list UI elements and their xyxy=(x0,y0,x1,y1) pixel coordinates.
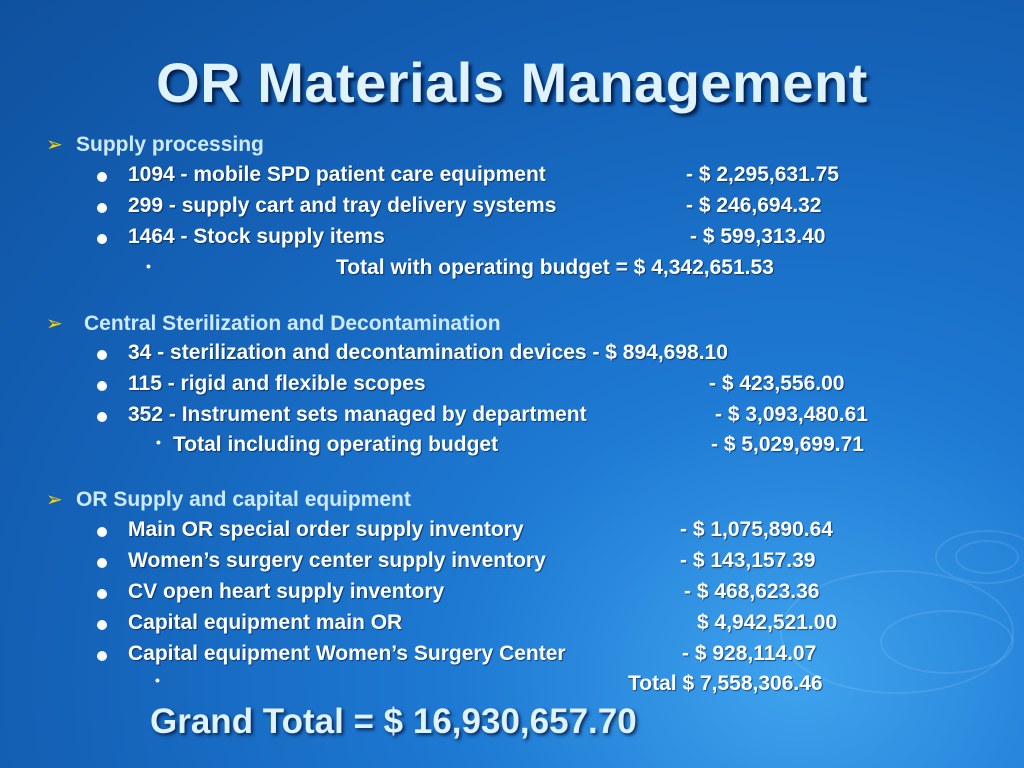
item-amount: $ 4,942,521.00 xyxy=(697,611,838,634)
item-description: 115 - rigid and flexible scopes xyxy=(128,372,426,395)
bullet-icon xyxy=(97,234,107,244)
ripple-decoration xyxy=(880,610,1014,674)
item-description: 1464 - Stock supply items xyxy=(128,225,385,248)
arrow-bullet-icon: ➢ xyxy=(46,489,63,511)
bullet-icon xyxy=(97,558,107,568)
total-label: Total including operating budget xyxy=(173,433,499,456)
bullet-icon xyxy=(97,203,107,213)
bullet-icon xyxy=(97,412,107,422)
item-description: 1094 - mobile SPD patient care equipment xyxy=(128,163,546,186)
item-amount: - $ 3,093,480.61 xyxy=(715,403,868,426)
ripple-decoration xyxy=(935,530,1024,584)
item-description: Main OR special order supply inventory xyxy=(128,518,524,541)
total-label: Total $ 7,558,306.46 xyxy=(628,672,823,695)
total-label: Total with operating budget = $ 4,342,651.53 xyxy=(336,256,774,279)
item-amount: - $ 468,623.36 xyxy=(684,580,820,603)
section-heading-central-sterilization: ➢ Central Sterilization and Decontamination xyxy=(46,312,501,335)
section-heading-supply-processing: ➢ Supply processing xyxy=(46,133,264,156)
section-heading-or-supply-capital: ➢ OR Supply and capital equipment xyxy=(46,488,411,511)
bullet-icon xyxy=(97,589,107,599)
grand-total: Grand Total = $ 16,930,657.70 xyxy=(150,702,637,741)
item-description: 34 - sterilization and decontamination devices - $ 894,698.10 xyxy=(128,341,728,364)
slide-title: OR Materials Management xyxy=(156,51,868,114)
item-amount: - $ 928,114.07 xyxy=(682,642,817,665)
item-amount: - $ 1,075,890.64 xyxy=(680,518,833,541)
item-amount: - $ 599,313.40 xyxy=(690,225,826,248)
arrow-bullet-icon: ➢ xyxy=(46,134,63,156)
bullet-icon xyxy=(97,172,107,182)
item-amount: - $ 246,694.32 xyxy=(686,194,822,217)
item-description: CV open heart supply inventory xyxy=(128,580,445,603)
item-amount: - $ 143,157.39 xyxy=(680,549,816,572)
ripple-decoration xyxy=(955,540,1019,574)
sub-bullet-icon: • xyxy=(156,434,161,450)
bullet-icon xyxy=(97,620,107,630)
sub-bullet-icon: • xyxy=(155,672,160,688)
bullet-icon xyxy=(97,651,107,661)
bullet-icon xyxy=(97,350,107,360)
item-description: 299 - supply cart and tray delivery systems xyxy=(128,194,557,217)
item-description: Capital equipment Women’s Surgery Center xyxy=(128,642,566,665)
sub-bullet-icon: • xyxy=(146,258,151,274)
item-description: Women’s surgery center supply inventory xyxy=(128,549,546,572)
item-amount: - $ 2,295,631.75 xyxy=(686,163,839,186)
item-amount: - $ 423,556.00 xyxy=(709,372,845,395)
item-description: Capital equipment main OR xyxy=(128,611,403,634)
total-amount: - $ 5,029,699.71 xyxy=(711,433,864,456)
arrow-bullet-icon: ➢ xyxy=(46,313,63,335)
item-description: 352 - Instrument sets managed by department xyxy=(128,403,587,426)
bullet-icon xyxy=(97,381,107,391)
bullet-icon xyxy=(97,527,107,537)
